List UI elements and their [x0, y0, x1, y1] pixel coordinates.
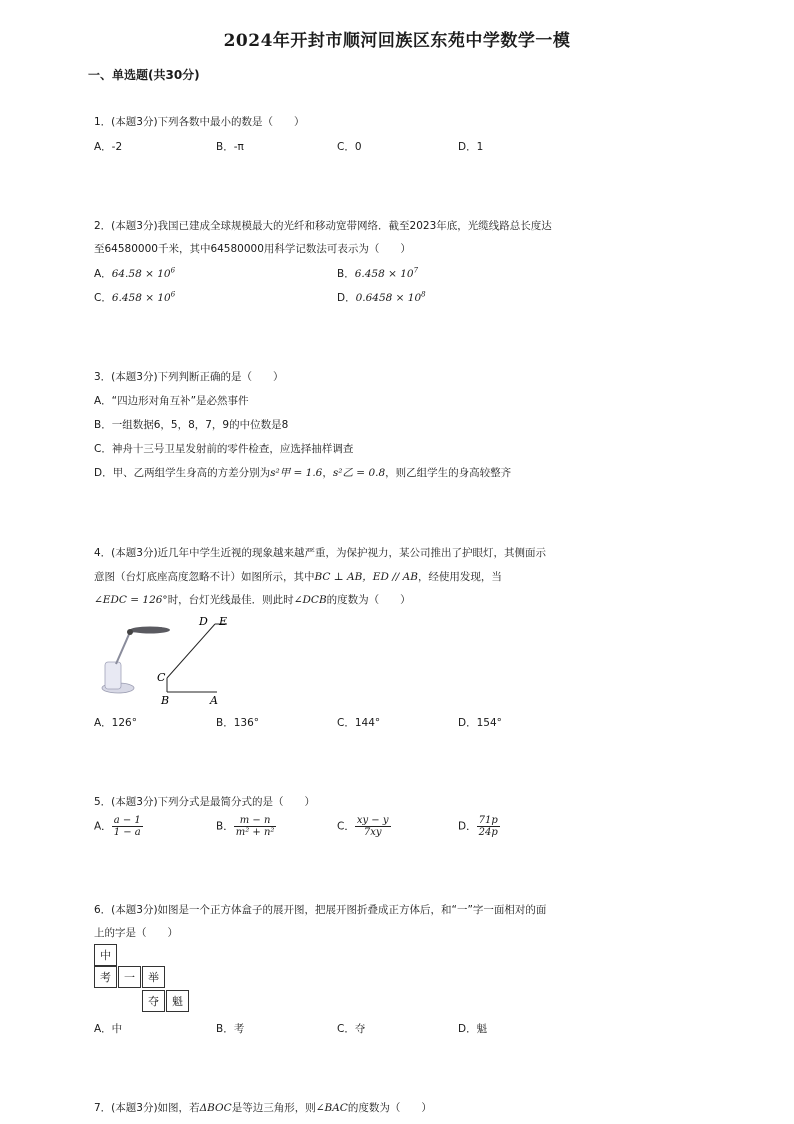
q3-variance-b: s²乙 = 0.8 [332, 467, 386, 479]
q2-option-c-exp: 6 [170, 290, 176, 299]
q5-b-numerator: m − n [234, 815, 277, 827]
q3-option-d [94, 465, 511, 480]
q2-option-c-base: 6.458 × 10 [111, 292, 171, 304]
q5-fraction-c [355, 815, 391, 838]
question-2-line-1: 2．(本题3分)我国已建成全球规模最大的光纤和移动宽带网络．截至2023年底，光缆线路总长度达 [94, 220, 552, 232]
q6-option-a: A．中 [94, 1023, 123, 1035]
q5-option-c [337, 815, 391, 838]
question-6-line-1: 6．(本题3分)如图是一个正方体盒子的展开图，把展开图折叠成正方体后，和“一”字一面相对的面 [94, 904, 547, 916]
q5-option-a [94, 815, 143, 838]
q5-fraction-b [234, 815, 277, 838]
q4-line-2-pre: 意图（台灯底座高度忽略不计）如图所示，其中 [94, 571, 315, 583]
q4-angle-dcb: ∠DCB [293, 594, 327, 606]
question-4-line-3 [94, 592, 411, 607]
question-4-line-1: 4．(本题3分)近几年中学生近视的现象越来越严重，为保护视力，某公司推出了护眼灯，其侧面示 [94, 547, 547, 559]
q7-mid: 是等边三角形，则 [231, 1102, 316, 1114]
q2-option-a [94, 266, 175, 281]
q1-option-c: C．0 [337, 141, 362, 153]
q2-option-d-exp: 8 [421, 290, 426, 299]
q7-pre: 7．(本题3分)如图，若 [94, 1102, 200, 1114]
q3-option-d-post: ，则乙组学生的身高较整齐 [385, 467, 512, 479]
q2-option-b-label: B． [337, 268, 355, 280]
q5-fraction-a [112, 815, 143, 838]
q4-option-a: A．126° [94, 717, 137, 729]
page-title: 2024年开封市顺河回族区东苑中学数学一模 [223, 31, 571, 51]
q5-option-b [216, 815, 276, 838]
net-cell-kao: 考 [94, 966, 117, 988]
net-cell-kui: 魁 [166, 990, 189, 1012]
question-3-stem: 3．(本题3分)下列判断正确的是（ ） [94, 371, 284, 383]
label-d: D [199, 615, 208, 628]
q6-option-d: D．魁 [458, 1023, 488, 1035]
segment-cd [167, 624, 215, 678]
q3-option-d-sep: ， [322, 467, 333, 479]
q2-option-d-label: D． [337, 292, 356, 304]
q3-option-d-pre: D．甲、乙两组学生身高的方差分别为 [94, 467, 271, 479]
q3-variance-a: s²甲 = 1.6 [270, 467, 323, 479]
label-b: B [161, 694, 170, 706]
label-a: A [210, 694, 218, 706]
q5-option-c-label: C． [337, 820, 355, 833]
q2-option-d-base: 0.6458 × 10 [355, 292, 422, 304]
q3-option-a: A．“四边形对角互补”是必然事件 [94, 395, 249, 407]
q5-option-b-label: B． [216, 820, 234, 833]
q5-fraction-d [477, 815, 500, 838]
q1-option-d: D．1 [458, 141, 484, 153]
q2-option-b [337, 266, 418, 281]
question-2-line-2: 至64580000千米，其中64580000用科学记数法可表示为（ ） [94, 243, 411, 255]
q2-option-b-exp: 7 [413, 266, 419, 275]
label-e: E [219, 615, 228, 628]
net-cell-ju: 举 [142, 966, 165, 988]
q2-option-b-base: 6.458 × 10 [354, 268, 414, 280]
q2-option-c [94, 290, 175, 305]
q5-d-denominator: 24p [478, 827, 498, 838]
lamp-geometry-diagram [155, 614, 230, 706]
label-c: C [157, 671, 166, 684]
question-6-line-2: 上的字是（ ） [94, 927, 178, 939]
q5-option-d-label: D． [458, 820, 477, 833]
q5-a-denominator: 1 − a [113, 827, 141, 838]
q5-c-denominator: 7xy [363, 827, 382, 838]
q5-b-denominator: m² + n² [235, 827, 275, 838]
q3-option-b: B．一组数据6，5，8，7，9的中位数是8 [94, 419, 289, 431]
q7-angle-bac: ∠BAC [315, 1102, 348, 1114]
q5-option-a-label: A． [94, 820, 112, 833]
q2-option-c-label: C． [94, 292, 112, 304]
q5-d-numerator: 71p [478, 815, 498, 826]
section-heading: 一、单选题(共30分) [88, 68, 200, 82]
net-cell-duo: 夺 [142, 990, 165, 1012]
q3-option-c: C．神舟十三号卫星发射前的零件检查，应选择抽样调查 [94, 443, 354, 455]
q4-line-3-post: 的度数为（ ） [326, 594, 411, 606]
q4-line-2-math: BC ⊥ AB，ED // AB [314, 571, 418, 583]
q6-option-b: B．考 [216, 1023, 245, 1035]
q4-angle-edc: ∠EDC = 126° [94, 594, 168, 606]
q4-option-c: C．144° [337, 717, 381, 729]
cube-net-diagram [94, 944, 194, 1016]
q5-a-numerator: a − 1 [113, 815, 141, 826]
q2-option-d [337, 290, 426, 305]
question-4-line-2 [94, 569, 502, 584]
q1-option-b: B．-π [216, 141, 244, 153]
question-7-stem [94, 1100, 432, 1115]
net-cell-zhong: 中 [94, 944, 117, 966]
q5-c-numerator: xy − y [356, 815, 389, 826]
q7-post: 的度数为（ ） [347, 1102, 432, 1114]
net-cell-yi: 一 [118, 966, 141, 988]
q6-option-c: C．夺 [337, 1023, 366, 1035]
question-1-stem: 1．(本题3分)下列各数中最小的数是（ ） [94, 116, 305, 128]
q1-option-a: A．-2 [94, 141, 123, 153]
q7-triangle-boc: ΔBOC [199, 1102, 232, 1114]
q2-option-a-base: 64.58 × 10 [111, 268, 171, 280]
q2-option-a-exp: 6 [170, 266, 176, 275]
q4-option-b: B．136° [216, 717, 259, 729]
question-5-stem: 5．(本题3分)下列分式是最简分式的是（ ） [94, 796, 316, 808]
q4-line-3-mid: 时，台灯光线最佳．则此时 [167, 594, 294, 606]
q5-option-d [458, 815, 500, 838]
q4-line-2-post: ，经使用发现，当 [417, 571, 502, 583]
q4-option-d: D．154° [458, 717, 502, 729]
q2-option-a-label: A． [94, 268, 112, 280]
